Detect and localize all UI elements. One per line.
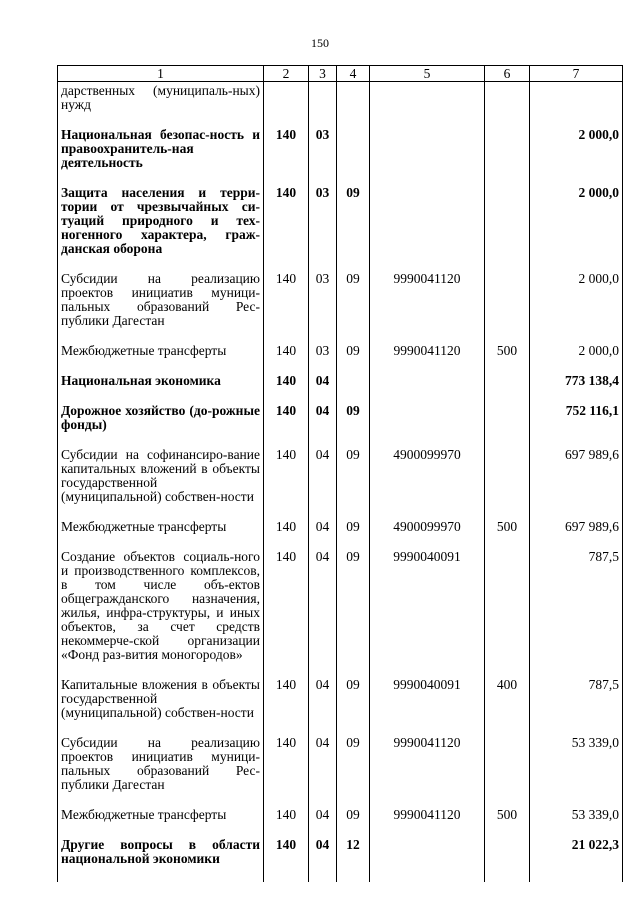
row-name-cell: Защита населения и терри-тории от чрезвычайных си-туаций природного и тех-ногенного характера, граж-данская оборона	[58, 186, 264, 272]
target-article-cell	[370, 82, 485, 129]
subsection-cell: 09	[337, 344, 370, 374]
target-article-cell	[370, 374, 485, 404]
page-number: 150	[311, 36, 329, 50]
section-cell: 04	[309, 550, 337, 678]
code-cell: 140	[264, 736, 309, 808]
amount-cell: 697 989,6	[530, 448, 623, 520]
row-name-cell: Субсидии на реализацию проектов инициатив муници-пальных образований Рес-публики Дагестан	[58, 736, 264, 808]
row-name-cell: Дорожное хозяйство (до-рожные фонды)	[58, 404, 264, 448]
code-cell: 140	[264, 404, 309, 448]
target-article-cell: 9990041120	[370, 808, 485, 838]
row-name-cell: Национальная экономика	[58, 374, 264, 404]
target-article-cell: 4900099970	[370, 448, 485, 520]
amount-cell: 787,5	[530, 550, 623, 678]
subsection-cell: 09	[337, 272, 370, 344]
target-article-cell	[370, 186, 485, 272]
table-row	[58, 404, 623, 448]
expense-type-cell: 500	[485, 344, 530, 374]
amount-cell: 21 022,3	[530, 838, 623, 882]
row-name-cell: Межбюджетные трансферты	[58, 808, 264, 838]
subsection-cell	[337, 374, 370, 404]
code-cell: 140	[264, 344, 309, 374]
code-cell: 140	[264, 678, 309, 736]
amount-cell: 773 138,4	[530, 374, 623, 404]
subsection-cell	[337, 82, 370, 129]
subsection-cell: 09	[337, 808, 370, 838]
section-cell: 04	[309, 404, 337, 448]
row-name-cell: Национальная безопас-ность и правоохранитель-ная деятельность	[58, 128, 264, 186]
table-row	[58, 82, 623, 129]
row-name-cell: Субсидии на реализацию проектов инициатив муници-пальных образований Рес-публики Дагестан	[58, 272, 264, 344]
table-body	[58, 82, 623, 883]
target-article-cell: 9990041120	[370, 736, 485, 808]
expense-type-cell	[485, 838, 530, 882]
amount-cell: 53 339,0	[530, 808, 623, 838]
amount-cell: 53 339,0	[530, 736, 623, 808]
row-name-cell: Межбюджетные трансферты	[58, 520, 264, 550]
expense-type-cell	[485, 736, 530, 808]
expense-type-cell	[485, 404, 530, 448]
subsection-cell: 09	[337, 678, 370, 736]
column-header: 3	[309, 66, 337, 82]
table-row	[58, 520, 623, 550]
amount-cell: 2 000,0	[530, 128, 623, 186]
row-name-cell: Создание объектов социаль-ного и производственного комплексов, в том числе объ-ектов общегражданского назначения, жилья, инфра-структуры, и иных объектов, за счет средств некоммерче-ской организации «Фонд раз-вития моногородов»	[58, 550, 264, 678]
amount-cell: 2 000,0	[530, 186, 623, 272]
code-cell: 140	[264, 186, 309, 272]
section-cell: 03	[309, 344, 337, 374]
section-cell	[309, 82, 337, 129]
code-cell: 140	[264, 448, 309, 520]
subsection-cell	[337, 128, 370, 186]
section-cell: 04	[309, 838, 337, 882]
target-article-cell	[370, 838, 485, 882]
table-row	[58, 736, 623, 808]
code-cell: 140	[264, 520, 309, 550]
code-cell: 140	[264, 272, 309, 344]
target-article-cell	[370, 128, 485, 186]
target-article-cell: 9990040091	[370, 550, 485, 678]
row-name-cell: Межбюджетные трансферты	[58, 344, 264, 374]
row-name-cell: дарственных (муниципаль-ных) нужд	[58, 82, 264, 129]
target-article-cell	[370, 404, 485, 448]
budget-table	[57, 65, 623, 882]
row-name-cell: Субсидии на софинансиро-вание капитальных вложений в объекты государственной (муниципальной) собствен-ности	[58, 448, 264, 520]
table-row	[58, 272, 623, 344]
code-cell: 140	[264, 838, 309, 882]
amount-cell: 2 000,0	[530, 344, 623, 374]
section-cell: 04	[309, 520, 337, 550]
code-cell: 140	[264, 128, 309, 186]
target-article-cell: 9990040091	[370, 678, 485, 736]
subsection-cell: 09	[337, 520, 370, 550]
expense-type-cell	[485, 550, 530, 678]
column-header: 1	[58, 66, 264, 82]
subsection-cell: 09	[337, 736, 370, 808]
subsection-cell: 12	[337, 838, 370, 882]
table-row	[58, 550, 623, 678]
expense-type-cell	[485, 82, 530, 129]
code-cell: 140	[264, 808, 309, 838]
code-cell: 140	[264, 374, 309, 404]
expense-type-cell	[485, 128, 530, 186]
section-cell: 04	[309, 736, 337, 808]
amount-cell: 697 989,6	[530, 520, 623, 550]
column-header: 6	[485, 66, 530, 82]
section-cell: 03	[309, 186, 337, 272]
code-cell	[264, 82, 309, 129]
column-header: 7	[530, 66, 623, 82]
section-cell: 03	[309, 128, 337, 186]
table-row	[58, 344, 623, 374]
amount-cell	[530, 82, 623, 129]
expense-type-cell	[485, 448, 530, 520]
target-article-cell: 9990041120	[370, 272, 485, 344]
table-header-row	[58, 66, 623, 82]
section-cell: 04	[309, 808, 337, 838]
section-cell: 04	[309, 374, 337, 404]
target-article-cell: 4900099970	[370, 520, 485, 550]
expense-type-cell	[485, 272, 530, 344]
amount-cell: 2 000,0	[530, 272, 623, 344]
section-cell: 04	[309, 448, 337, 520]
table-row	[58, 838, 623, 882]
expense-type-cell: 500	[485, 808, 530, 838]
expense-type-cell	[485, 374, 530, 404]
subsection-cell: 09	[337, 404, 370, 448]
table-row	[58, 808, 623, 838]
section-cell: 03	[309, 272, 337, 344]
expense-type-cell	[485, 186, 530, 272]
section-cell: 04	[309, 678, 337, 736]
subsection-cell: 09	[337, 186, 370, 272]
subsection-cell: 09	[337, 550, 370, 678]
column-header: 2	[264, 66, 309, 82]
expense-type-cell: 400	[485, 678, 530, 736]
code-cell: 140	[264, 550, 309, 678]
table-row	[58, 186, 623, 272]
row-name-cell: Другие вопросы в области национальной экономики	[58, 838, 264, 882]
table-row	[58, 374, 623, 404]
column-header: 5	[370, 66, 485, 82]
expense-type-cell: 500	[485, 520, 530, 550]
row-name-cell: Капитальные вложения в объекты государственной (муниципальной) собствен-ности	[58, 678, 264, 736]
table-row	[58, 448, 623, 520]
table-row	[58, 128, 623, 186]
target-article-cell: 9990041120	[370, 344, 485, 374]
subsection-cell: 09	[337, 448, 370, 520]
column-header: 4	[337, 66, 370, 82]
amount-cell: 787,5	[530, 678, 623, 736]
amount-cell: 752 116,1	[530, 404, 623, 448]
table-row	[58, 678, 623, 736]
